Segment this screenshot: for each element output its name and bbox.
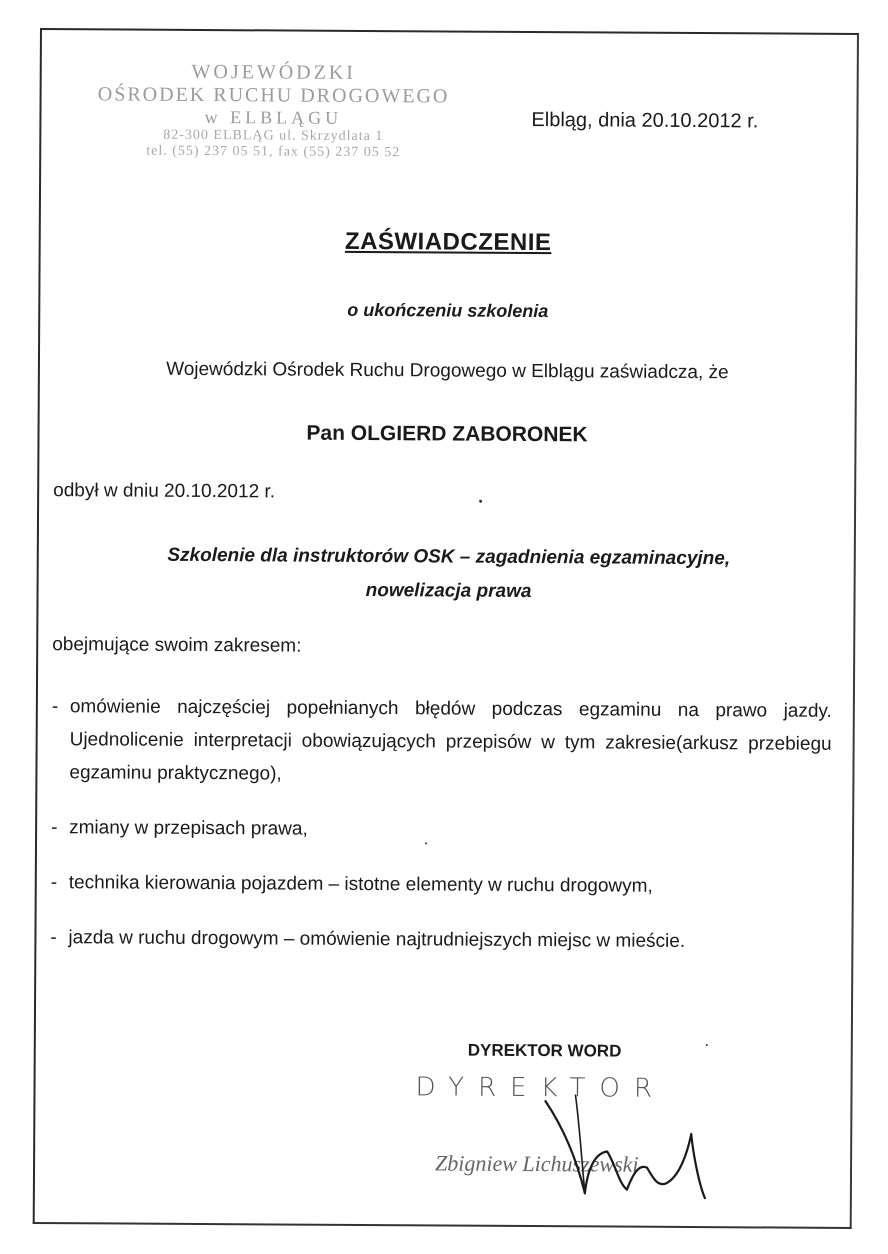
signatory-role-stamp: DYREKTOR xyxy=(415,1072,667,1104)
list-item xyxy=(50,921,830,959)
stamp-line-2: OŚRODEK RUCHU DROGOWEGO xyxy=(97,83,450,108)
course-title-line-2: nowelizacja prawa xyxy=(365,580,532,603)
list-item-text: omówienie najczęściej popełnianych błędów podczas egzaminu na prawo jazdy. Ujednolicenie interpretacji obowiązujących przepisów w tym zakresie(arkusz przebiegu egzaminu praktycznego), xyxy=(69,696,832,785)
list-item xyxy=(51,811,831,849)
list-bullet: - xyxy=(50,927,57,949)
stamp-line-3: w ELBLĄGU xyxy=(204,107,343,128)
office-stamp xyxy=(83,60,464,161)
stamp-line-4: 82-300 ELBLĄG ul. Skrzydlata 1 xyxy=(163,127,384,144)
list-bullet: - xyxy=(50,872,58,894)
list-item-text: zmiany w przepisach prawa, xyxy=(69,817,308,840)
stamp-line-5: tel. (55) 237 05 51, fax (55) 237 05 52 xyxy=(146,143,401,160)
scope-label: obejmujące swoim zakresem: xyxy=(52,634,302,657)
signatory-name-stamp: Zbigniew Lichuszewski xyxy=(434,1150,639,1177)
list-item-text: technika kierowania pojazdem – istotne elementy w ruchu drogowym, xyxy=(68,872,653,897)
scan-speck xyxy=(706,1044,708,1046)
document-subtitle: o ukończeniu szkolenia xyxy=(347,299,549,322)
scan-speck xyxy=(425,842,427,844)
list-bullet: - xyxy=(51,817,58,839)
list-item xyxy=(51,866,831,904)
course-title xyxy=(78,538,818,611)
list-item xyxy=(51,690,832,794)
course-title-line-1: Szkolenie dla instruktorów OSK – zagadnienia egzaminacyjne, xyxy=(167,544,731,570)
handwritten-signature xyxy=(515,1093,716,1204)
list-bullet: - xyxy=(51,696,59,718)
scope-list xyxy=(50,690,832,959)
stamp-line-1: WOJEWÓDZKI xyxy=(191,60,357,84)
recipient-name: Pan OLGIERD ZABORONEK xyxy=(306,421,588,447)
list-item-text: jazda w ruchu drogowym – omówienie najtrudniejszych miejsc w mieście. xyxy=(68,927,686,952)
attendance-date: odbył w dniu 20.10.2012 r. xyxy=(53,480,276,503)
signatory-title: DYREKTOR WORD xyxy=(467,1040,622,1061)
document-page xyxy=(33,28,859,1229)
scan-speck xyxy=(479,500,482,503)
document-title: ZAŚWIADCZENIE xyxy=(344,227,552,257)
place-and-date: Elbląg, dnia 20.10.2012 r. xyxy=(531,109,759,133)
intro-text: Wojewódzki Ośrodek Ruchu Drogowego w Elblągu zaświadcza, że xyxy=(166,358,729,384)
